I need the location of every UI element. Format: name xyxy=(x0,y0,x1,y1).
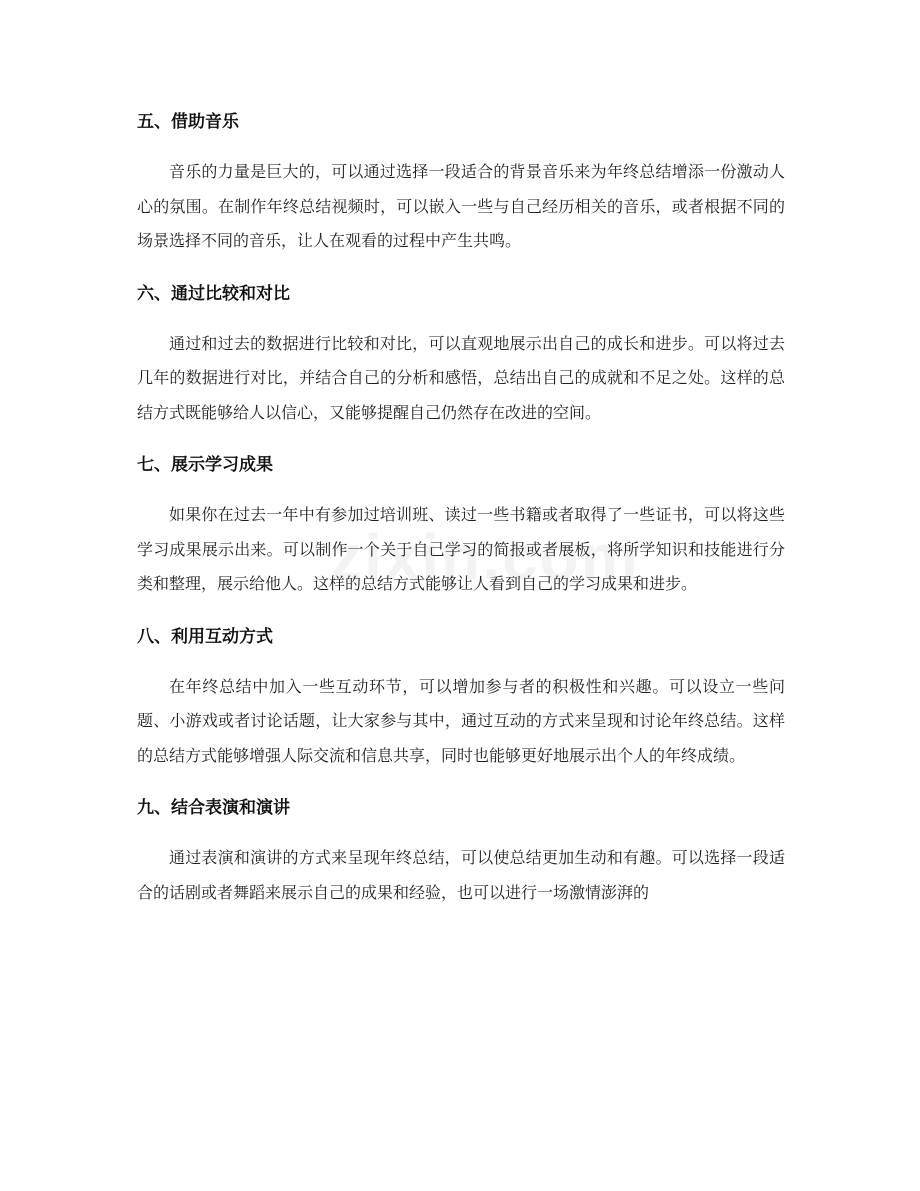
section-paragraph: 通过和过去的数据进行比较和对比，可以直观地展示出自己的成长和进步。可以将过去几年的数据进行对比，并结合自己的分析和感悟，总结出自己的成就和不足之处。这样的总结方式既能够给人以信心，又能够提醒自己仍然存在改进的空间。 xyxy=(137,333,785,422)
section-8 xyxy=(137,622,785,774)
section-6 xyxy=(137,279,785,431)
section-7 xyxy=(137,450,785,602)
section-paragraph: 通过表演和演讲的方式来呈现年终总结，可以使总结更加生动和有趣。可以选择一段适合的话剧或者舞蹈来展示自己的成果和经验，也可以进行一场激情澎湃的 xyxy=(137,848,785,902)
section-5 xyxy=(137,107,785,259)
section-heading: 八、利用互动方式 xyxy=(137,626,273,647)
section-paragraph: 如果你在过去一年中有参加过培训班、读过一些书籍或者取得了一些证书，可以将这些学习成果展示出来。可以制作一个关于自己学习的简报或者展板，将所学知识和技能进行分类和整理，展示给他人。这样的总结方式能够让人看到自己的学习成果和进步。 xyxy=(137,505,785,593)
section-heading: 九、结合表演和演讲 xyxy=(137,798,290,818)
section-9 xyxy=(137,793,785,910)
document-body xyxy=(137,107,785,910)
section-paragraph: 在年终总结中加入一些互动环节，可以增加参与者的积极性和兴趣。可以设立一些问题、小游戏或者讨论话题，让大家参与其中，通过互动的方式来呈现和讨论年终总结。这样的总结方式能够增强人际交流和信息共享，同时也能够更好地展示出个人的年终成绩。 xyxy=(137,676,785,765)
section-heading: 五、借助音乐 xyxy=(137,112,239,132)
section-paragraph: 音乐的力量是巨大的，可以通过选择一段适合的背景音乐来为年终总结增添一份激动人心的氛围。在制作年终总结视频时，可以嵌入一些与自己经历相关的音乐，或者根据不同的场景选择不同的音乐，让人在观看的过程中产生共鸣。 xyxy=(137,162,785,250)
section-heading: 七、展示学习成果 xyxy=(137,455,273,475)
section-heading: 六、通过比较和对比 xyxy=(137,283,290,304)
